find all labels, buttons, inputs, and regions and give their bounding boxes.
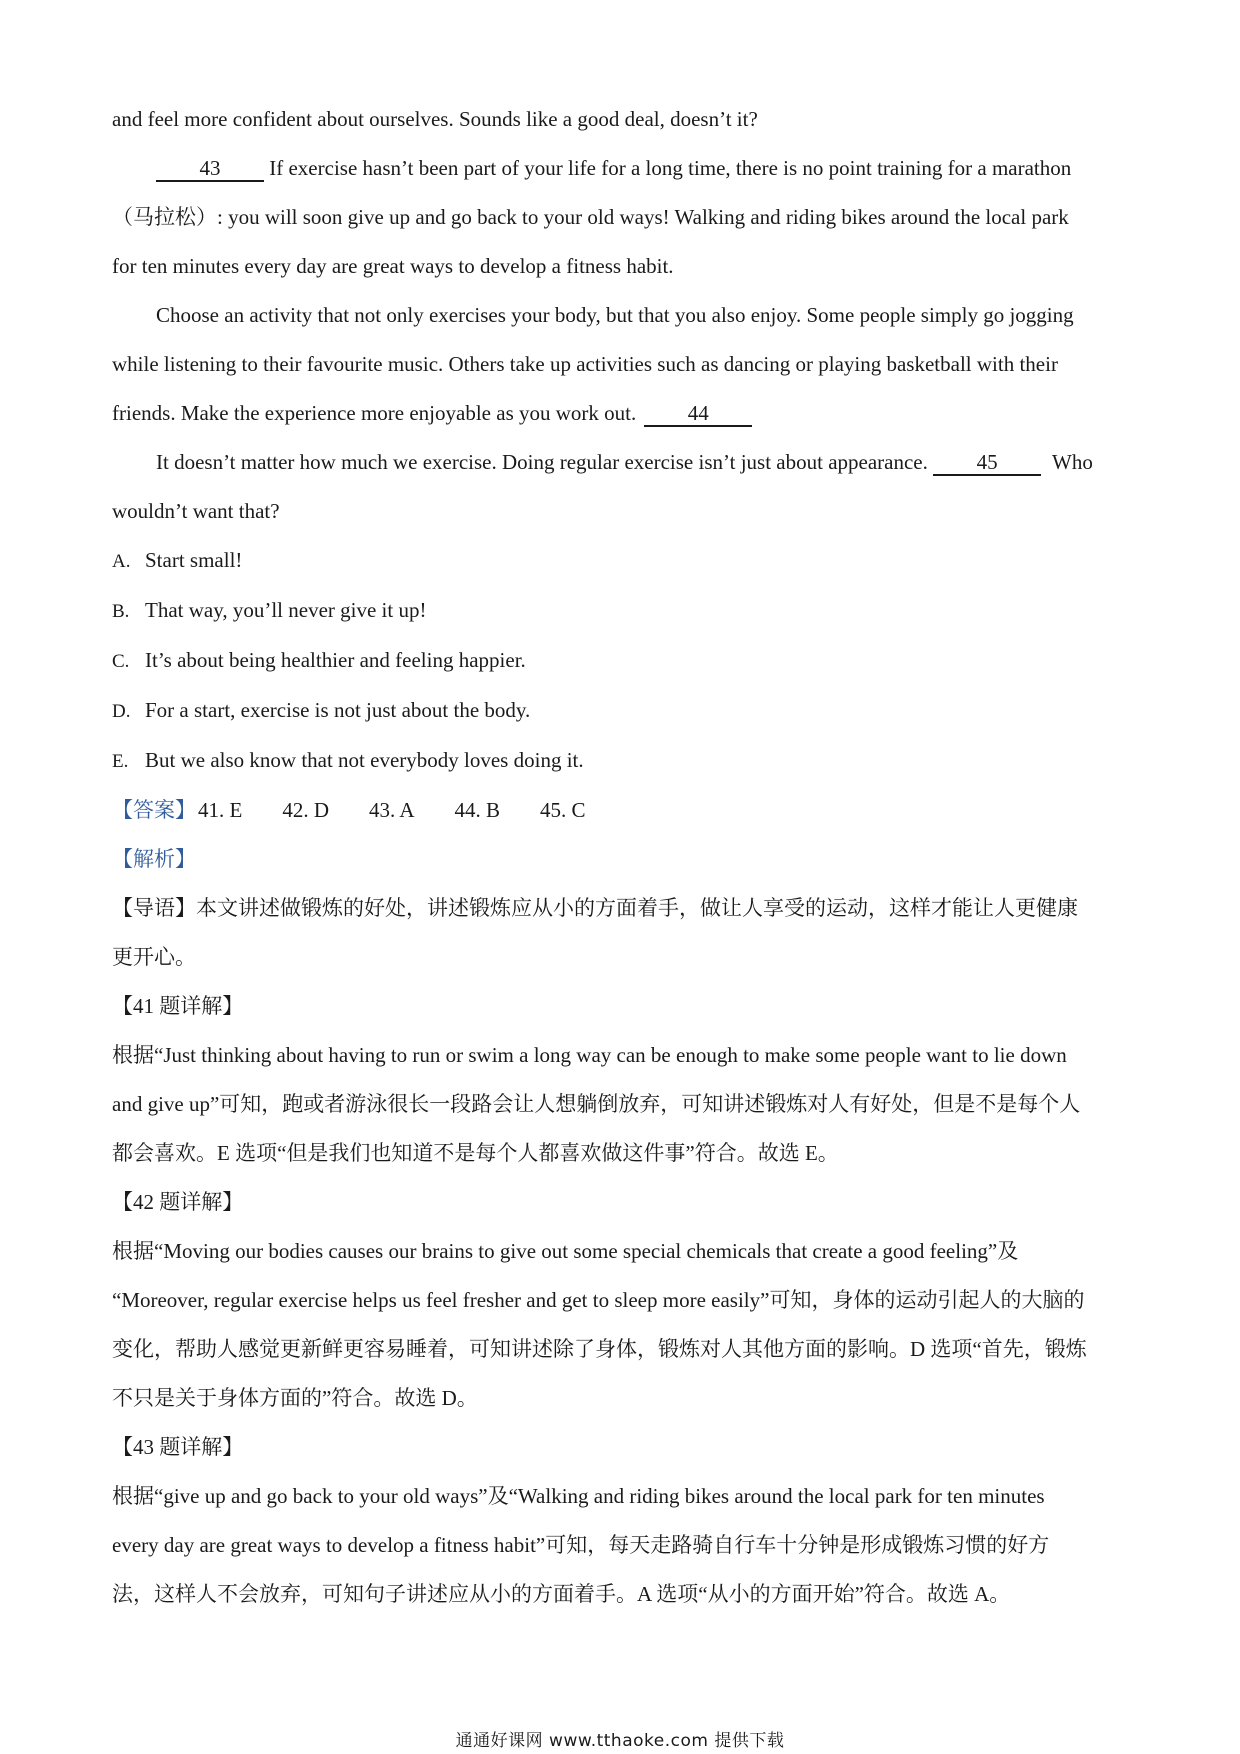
- answer-item: 41. E: [198, 798, 243, 822]
- intro-label: 【导语】: [112, 896, 196, 920]
- option-a: [112, 536, 1130, 586]
- answer-row: [112, 786, 1130, 835]
- intro-line-2: 更开心。: [112, 945, 196, 969]
- q42-heading: 【42 题详解】: [112, 1190, 244, 1214]
- option-letter: D.: [112, 701, 131, 722]
- option-letter: A.: [112, 551, 131, 572]
- option-letter: C.: [112, 651, 130, 672]
- q42-line-2: “Moreover, regular exercise helps us feel fresher and get to sleep more easily”可知，身体的运动引起人的大脑的: [112, 1288, 1085, 1312]
- paragraph-4-line-1: It doesn’t matter how much we exercise. Doing regular exercise isn’t just about appearance.: [156, 450, 928, 474]
- paragraph-2-line-2: （马拉松）: you will soon give up and go back to your old ways! Walking and riding bikes around the local park: [112, 205, 1069, 229]
- paragraph-2-line-1: If exercise hasn’t been part of your life for a long time, there is no point training for a marathon: [264, 156, 1072, 180]
- q43-line-2: every day are great ways to develop a fitness habit”可知，每天走路骑自行车十分钟是形成锻炼习惯的好方: [112, 1533, 1050, 1557]
- q43-heading: 【43 题详解】: [112, 1435, 244, 1459]
- passage-paragraph-4: [112, 438, 1130, 536]
- option-c: [112, 636, 1130, 686]
- passage-paragraph-2: [112, 144, 1130, 291]
- answer-item: 43. A: [369, 798, 415, 822]
- intro-section: [112, 884, 1130, 982]
- option-letter: B.: [112, 601, 130, 622]
- answer-item: 44. B: [454, 798, 501, 822]
- page-footer: 通通好课网 www.tthaoke.com 提供下载: [455, 1731, 785, 1751]
- options-list: [112, 536, 1130, 786]
- paragraph-3-line-1: Choose an activity that not only exercises your body, but that you also enjoy. Some people simply go jogging: [156, 303, 1074, 327]
- paragraph-3-line-2: while listening to their favourite music. Others take up activities such as dancing or playing basketball with their: [112, 352, 1058, 376]
- option-b: [112, 586, 1130, 636]
- answer-label: 【答案】: [112, 798, 196, 822]
- q42-line-1: 根据“Moving our bodies causes our brains to give out some special chemicals that create a good feeling”及: [112, 1239, 1019, 1263]
- paragraph-2-line-3: for ten minutes every day are great ways to develop a fitness habit.: [112, 254, 674, 278]
- blank-44: 44: [644, 401, 752, 427]
- option-text: For a start, exercise is not just about the body.: [145, 698, 531, 722]
- analysis-label: 【解析】: [112, 847, 196, 871]
- answer-item: 45. C: [540, 798, 586, 822]
- q43-explanation: [112, 1423, 1130, 1619]
- option-e: [112, 736, 1130, 786]
- page-content: [112, 95, 1130, 1619]
- option-letter: E.: [112, 751, 129, 772]
- passage-paragraph-1-end: and feel more confident about ourselves. Sounds like a good deal, doesn’t it?: [112, 107, 758, 131]
- q43-line-3: 法，这样人不会放弃，可知句子讲述应从小的方面着手。A 选项“从小的方面开始”符合。故选 A。: [112, 1582, 1011, 1606]
- option-text: That way, you’ll never give it up!: [145, 598, 427, 622]
- blank-43: 43: [156, 156, 264, 182]
- option-text: It’s about being healthier and feeling happier.: [145, 648, 526, 672]
- option-text: But we also know that not everybody loves doing it.: [145, 748, 584, 772]
- q43-line-1: 根据“give up and go back to your old ways”及“Walking and riding bikes around the local park for ten minutes: [112, 1484, 1045, 1508]
- blank-45: 45: [933, 450, 1041, 476]
- q41-heading: 【41 题详解】: [112, 994, 244, 1018]
- q42-explanation: [112, 1178, 1130, 1423]
- intro-line-1: 本文讲述做锻炼的好处，讲述锻炼应从小的方面着手，做让人享受的运动，这样才能让人更健康: [196, 896, 1078, 920]
- option-text: Start small!: [145, 548, 243, 572]
- answer-item: 42. D: [282, 798, 329, 822]
- q41-line-3: 都会喜欢。E 选项“但是我们也知道不是每个人都喜欢做这件事”符合。故选 E。: [112, 1141, 839, 1165]
- q41-line-2: and give up”可知，跑或者游泳很长一段路会让人想躺倒放弃，可知讲述锻炼对人有好处，但是不是每个人: [112, 1092, 1081, 1116]
- passage-paragraph-3: [112, 291, 1130, 438]
- option-d: [112, 686, 1130, 736]
- q42-line-3: 变化，帮助人感觉更新鲜更容易睡着，可知讲述除了身体，锻炼对人其他方面的影响。D 选项“首先，锻炼: [112, 1337, 1087, 1361]
- paragraph-4-line-2: wouldn’t want that?: [112, 499, 280, 523]
- q41-line-1: 根据“Just thinking about having to run or swim a long way can be enough to make some people want to lie down: [112, 1043, 1067, 1067]
- paragraph-3-line-3: friends. Make the experience more enjoyable as you work out.: [112, 401, 637, 425]
- q41-explanation: [112, 982, 1130, 1178]
- paragraph-4-after-blank: Who: [1052, 450, 1093, 474]
- q42-line-4: 不只是关于身体方面的”符合。故选 D。: [112, 1386, 478, 1410]
